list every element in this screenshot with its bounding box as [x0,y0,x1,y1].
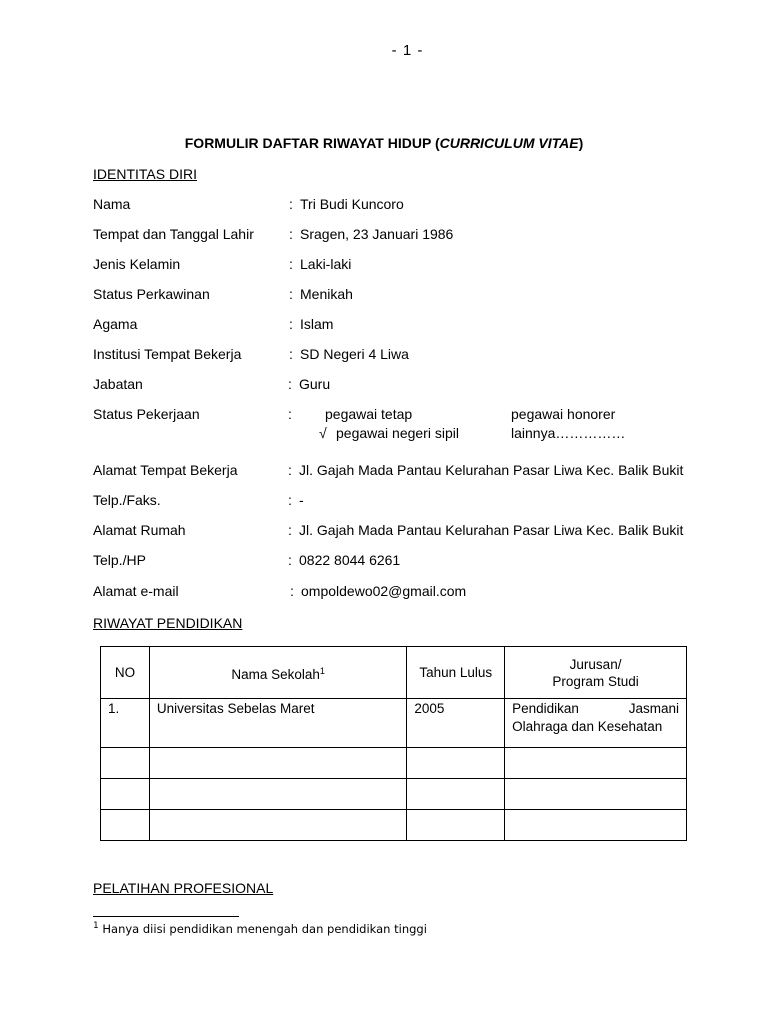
column-header-year: Tahun Lulus [407,647,505,699]
field-label-alamat-tempat-bekerja: Alamat Tempat Bekerja [93,462,238,478]
field-label-telp-faks: Telp./Faks. [93,492,161,508]
field-colon: : [289,226,293,242]
field-value-telp-faks: - [299,492,304,508]
field-value-jabatan: Guru [299,376,331,392]
field-label-alamat-rumah: Alamat Rumah [93,522,186,538]
field-label-status-pekerjaan: Status Pekerjaan [93,406,200,422]
title-suffix: ) [578,135,584,151]
title-prefix: FORMULIR DAFTAR RIWAYAT HIDUP ( [184,135,440,151]
field-colon: : [290,583,294,599]
table-row [101,779,687,810]
field-value-alamat-rumah: Jl. Gajah Mada Pantau Kelurahan Pasar Liwa Kec. Balik Bukit [299,522,684,538]
check-mark-icon: √ [319,425,327,441]
field-label-tempat-tanggal-lahir: Tempat dan Tanggal Lahir [93,226,254,242]
column-header-major [505,647,687,699]
field-label-agama: Agama [93,316,138,332]
field-colon: : [289,346,293,362]
field-colon: : [288,522,292,538]
field-value-agama: Islam [300,316,334,332]
field-colon: : [288,492,292,508]
footnote-ref: 1 [319,665,325,676]
field-value-status-perkawinan: Menikah [300,286,353,302]
column-header-major-line1: Jurusan/ [569,656,622,672]
cell-school [149,779,406,810]
field-colon: : [288,406,292,422]
field-colon: : [288,376,292,392]
footnote-marker: 1 [93,921,99,931]
column-header-no: NO [101,647,150,699]
cell-major [505,748,687,779]
table-header-row [101,647,687,699]
cell-school-text: Universitas Sebelas Maret [156,701,315,716]
cell-school [149,748,406,779]
cell-major [505,699,687,748]
cell-year [407,748,505,779]
cell-year [407,779,505,810]
field-label-status-perkawinan: Status Perkawinan [93,286,210,302]
field-label-jabatan: Jabatan [93,376,143,392]
cell-year-text: 2005 [414,701,445,716]
cell-major-word1: Pendidikan [512,701,579,716]
training-heading: PELATIHAN PROFESIONAL [93,880,274,896]
document-title [0,135,768,151]
field-value-telp-hp: 0822 8044 6261 [299,552,401,568]
column-header-school-label: Nama Sekolah [231,666,320,682]
page-number: - 1 - [391,42,424,59]
field-label-telp-hp: Telp./HP [93,552,146,568]
column-header-major-line2: Program Studi [552,673,639,689]
education-table [100,646,687,841]
field-value-tempat-tanggal-lahir: Sragen, 23 Januari 1986 [300,226,454,242]
education-heading: RIWAYAT PENDIDIKAN [93,615,243,631]
field-colon: : [289,286,293,302]
option-pegawai-honorer: pegawai honorer [511,406,616,422]
option-pegawai-negeri-sipil: pegawai negeri sipil [336,425,459,441]
field-colon: : [288,462,292,478]
cell-no [101,699,150,748]
field-colon: : [289,316,293,332]
identity-heading: IDENTITAS DIRI [93,166,197,182]
field-colon: : [288,552,292,568]
cell-school [149,699,406,748]
footnote-divider [93,916,239,917]
cell-no [101,779,150,810]
field-value-institusi: SD Negeri 4 Liwa [300,346,409,362]
table-row [101,699,687,748]
column-header-school [149,647,406,699]
field-value-email: ompoldewo02@gmail.com [301,583,467,599]
field-label-jenis-kelamin: Jenis Kelamin [93,256,181,272]
field-label-nama: Nama [93,196,131,212]
field-label-institusi: Institusi Tempat Bekerja [93,346,242,362]
footnote [93,921,427,936]
field-value-alamat-tempat-bekerja: Jl. Gajah Mada Pantau Kelurahan Pasar Liwa Kec. Balik Bukit [299,462,684,478]
cell-no-text: 1. [108,701,120,716]
cell-no [101,810,150,841]
table-row [101,748,687,779]
cell-school [149,810,406,841]
option-pegawai-tetap: pegawai tetap [325,406,413,422]
table-row [101,810,687,841]
field-label-email: Alamat e-mail [93,583,179,599]
cell-major-line1 [512,700,679,718]
field-value-nama: Tri Budi Kuncoro [300,196,404,212]
field-value-jenis-kelamin: Laki-laki [300,256,352,272]
footnote-text: Hanya diisi pendidikan menengah dan pendidikan tinggi [98,922,427,936]
option-lainnya: lainnya…………… [511,425,626,441]
cell-major-line2: Olahraga dan Kesehatan [512,719,663,734]
cell-major [505,810,687,841]
cell-no [101,748,150,779]
field-colon: : [289,256,293,272]
field-colon: : [289,196,293,212]
cell-major [505,779,687,810]
cell-major-word2: Jasmani [628,701,679,716]
cell-major-content [505,699,686,736]
cell-year [407,810,505,841]
cell-year [407,699,505,748]
title-italic: CURRICULUM VITAE [439,135,579,151]
